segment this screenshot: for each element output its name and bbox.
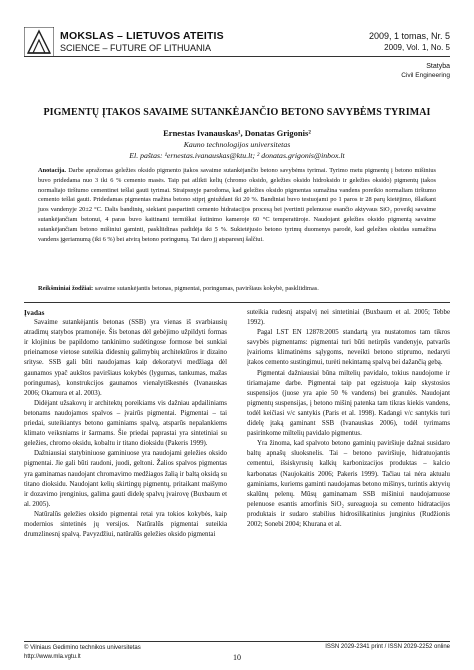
journal-name-lt: MOKSLAS – LIETUVOS ATEITIS [60,30,224,42]
keywords [38,284,436,294]
page-number: 10 [233,653,241,662]
body-paragraph: Natūralūs geležies oksido pigmentai retai yra tokios kokybės, kaip modernios sintetinės jų versijos. Natūralūs pigmentai suteikia drumzlinesnį spalvą. Pavyzdžiui, natūralūs geležies oksido pigmentai [24,510,227,539]
issue-lt: 2009, 1 tomas, Nr. 5 [368,31,450,41]
issue-info [369,30,450,54]
article-affiliation: Kauno technologijos universitetas [183,140,291,149]
article-email: El. paštas: ¹ernestas.ivanauskas@ktu.lt; ² donatas.grigonis@inbox.lt [129,151,345,160]
body-column-right [247,308,450,530]
abstract-label: Anotacija. [38,167,67,174]
body-column-left [24,308,227,540]
keywords-text: savaime sutankėjantis betonas, pigmentai, poringumas, paviršiaus kokybė, paskliidimas. [94,285,319,292]
footer-issn: ISSN 2029-2341 print / ISSN 2029-2252 online [325,644,450,650]
keywords-label: Reikšminiai žodžiai: [38,285,94,292]
section-lt: Statyba [426,63,450,70]
body-paragraph: Pagal LST EN 12878:2005 standartą yra nustatomos tam tikros savybės pigmentams: pigmentai turi būti netirpūs vandenyje, patvarūs įvairioms klimatinėms sąlygoms, neveikti betono stiprumo, nedaryti įtakos cemento sustingimui, turėti nekintamą spalvą bei dažančią gebą. [247,329,450,367]
article-title: PIGMENTŲ ĮTAKOS SAVAIME SUTANKĖJANČIO BETONO SAVYBĖMS TYRIMAI [43,107,431,118]
issue-en: 2009, Vol. 1, No. 5 [384,43,450,52]
body-paragraph: Didėjant užsakovų ir architektų poreikiams vis dažniau apdailiniams betonams naudojamos spalvos – įvairūs pigmentai. Pigmentai – tai priedai, suteikiantys betono gaminiams spalvą, atsparūs nepalankiems klimato veiksniams ir šarmams. Šie priedai paprastai yra sintetiniai su geležies, chromo oksidu, kobaltu ir titano dioksidu (Pakeris 1999). [24,399,227,448]
publisher-name: © Vilniaus Gedimino technikos universitetas [24,645,141,651]
journal-logo-icon [24,27,54,57]
header-divider [24,56,450,57]
body-paragraph: Pigmentai dažniausiai būna miltelių pavidalo, tokius naudojome ir tiriamajame darbe. Pigmentai taip pat egzistuoja kaip skystosios suspensijos (juose yra apie 50 % vandens) bei granulės. Naudojant pigmentų suspensijas, į betono mišinį patenka tam tikras kiekis vandens, todėl keičiasi v/c santykis (Paris et al. 1998). Kadangi v/c santykis turi didelę įtaką gaminant SSB (Ivanauskas 2006), todėl tyrimams pasirinkome miltelių pavidalo pigmentus. [247,369,450,438]
article-authors: Ernestas Ivanauskas¹, Donatas Grigonis² [163,128,311,138]
section-heading-intro: Įvadas [24,309,45,317]
footer-divider [24,641,450,642]
section-label [401,62,450,80]
publisher-url[interactable]: http://www.mla.vgtu.lt [24,654,81,660]
body-paragraph: suteikia rudesnį atspalvį nei sintetiniai (Buxbaum et al. 2005; Tebbe 1992). [247,309,450,327]
abstract-divider [24,302,450,303]
abstract-text: Darbe apražomas geležies oksido pigmento įtakos savaime sutankėjančio betono savybėms tyrimai. Tyrimo metu pigmentų į betono mišinius buvo pridedama nuo 3 iki 6 % cemento masės. Taip pat atlikti kelių (chromo oksido, geležies oksido hidroksido ir geležies oksido) pigmentų įtakos normaliajo tirštumo cementinei tešlai gauti tyrimai. Straipsnyje parodoma, kad geležies oksido pigmentas sumažina vandens poreikio normaliam tirštumo cemento tešlai gauti. Pridedamas pigmentas mažina betono stiprį gniuždant iki 20 %. Bandiniai buvo testuojami po 1 paros ir 28 parų kietėjimo, išlaikant juos vandenyje 20±2 °C. Dalis bandinių, siekiant paspartinti cemento hidratacijos procesą bei įvertinti pelenuose esančio aktyvaus SiO₂ poveikį savaime sutankėjančiam betonui, 4 paras buvo kaitinami termiškai šutinimo kameroje 60 °C temperatūroje. Naudojant geležies oksido pigmentą savaime sutankėjančiam betono mišiniui gaminti, paskliidinas padidėja iki 5 %. Sukietėjusio betono tyrimų duomenys parodė, kad geležies oksidas sumažina vandens įgeriamumą (iki 6 %) bei atvirą betono poringumą. Tai daro jį atsparesnį šalčiui. [38,167,436,243]
body-paragraph: Yra žinoma, kad spalvoto betono gaminių paviršiuje dažnai susidaro baltų apnašų sluoksnelis. Tai – betono paviršiuje, hidratuojantis cementui, išsiskyrusių kalkių karbonizacijos produktas – kalcio karbonatas (Naujokaitis 2006; Pakeris 1999). Tačiau tai nėra aktualu gaminiams, kuriems gaminti naudojamas betono mišinys, turintis aktyvių skalūnų pelenų. Mūsų gaminamam SSB mišiniui naudojamuose pelenuose esantis amorfinis SiO₂ sureaguoja su cemento hidratacijos produktais ir sudaro stabilius hidrosilikatinius junginius (Rudžionis 2002; Sonebi 2004; Khurana et al. [247,440,450,528]
journal-name-en: SCIENCE – FUTURE OF LITHUANIA [60,43,212,53]
body-paragraph: Dažniausiai statybiniuose gaminiuose yra naudojami geležies oksido pigmentai. Jie gali būti raudoni, juodi, geltoni. Žalios spalvos pigmentas yra gaminamas naudojant chromavimo medžiagos žalią ir baltą oksidą su titano dioksidu. Naudojant kelių skirtingų pigmentų, pritaikant maišymo ir dozavimo įrenginius, galima gauti didelę spalvų įvairovę (Buxbaum et al. 2005). [24,450,227,508]
section-en: Civil Engineering [401,72,450,79]
journal-name [60,30,224,54]
body-paragraph: Savaime sutankėjantis betonas (SSB) yra vienas iš svarbiausių atradimų statybos pramonėje. Šis betonas dėl gebėjimo užpildyti formas ir klojinius be papildomo tankinimo sudėtingose formose bei sunkiai prieinamose vietose suteikia didesnių galimybių architektūros ir dizaino srityse. SSB gali būti naudojamas kaip dekoratyvi medžiaga dėl gaunamos ypač aukštos paviršiaus kokybės (lygumas, tankumas, mažas poringumas), konstrukcijos gaunamos vienalytiškesnės (Ivanauskas 2006; Okamura et al. 2003). [24,319,227,397]
abstract [38,166,436,244]
